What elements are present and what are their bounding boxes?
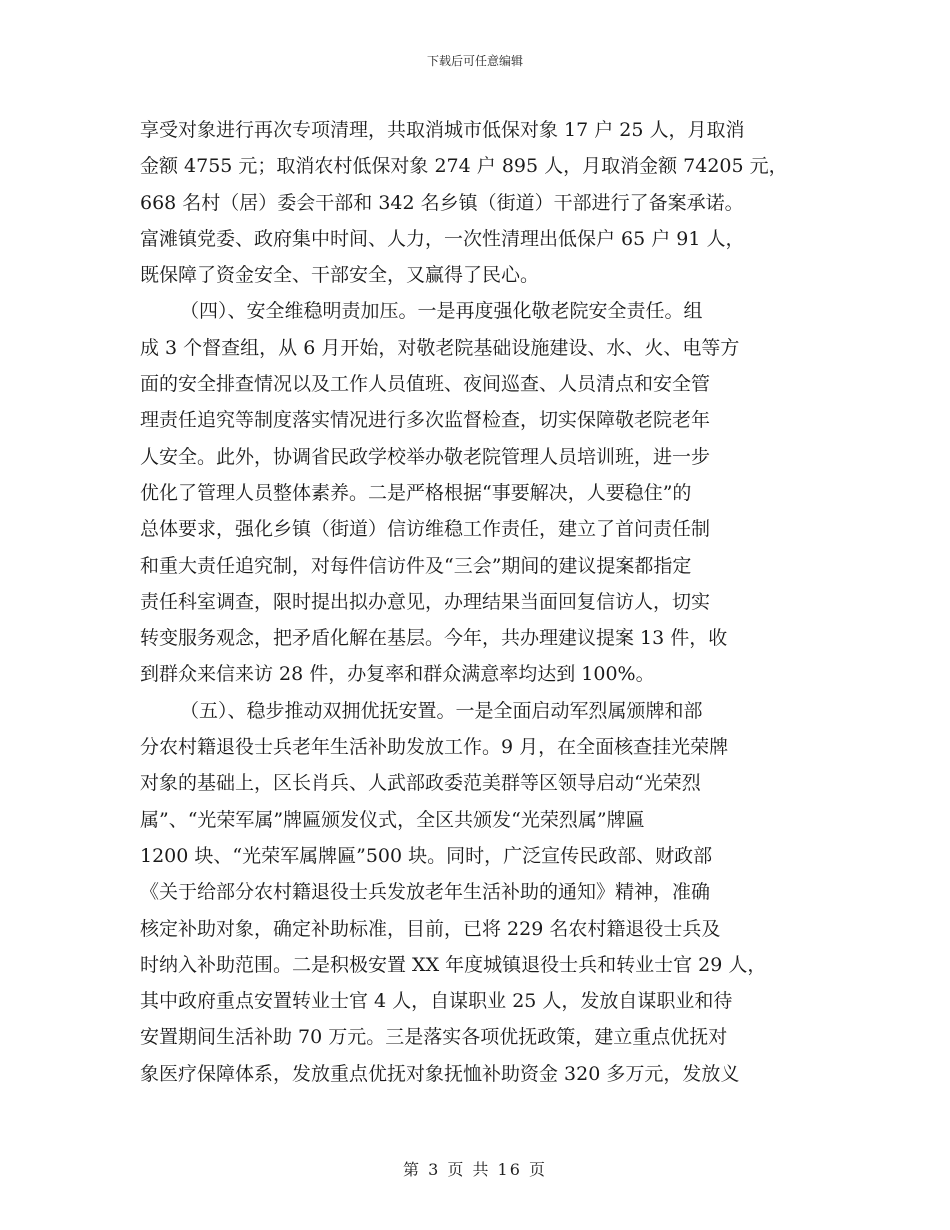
text-line: 人安全。此外，协调省民政学校举办敬老院管理人员培训班，进一步 [140,445,711,468]
text-line: 1200 块、“光荣军属牌匾”500 块。同时，广泛宣传民政部、财政部 [140,844,713,867]
text-line: 富滩镇党委、政府集中时间、人力，一次性清理出低保户 65 户 91 人， [140,227,745,250]
text-line: （四）、安全维稳明责加压。一是再度强化敬老院安全责任。组 [180,300,703,323]
text-line: 时纳入补助范围。二是积极安置 XX 年度城镇退役士兵和转业士官 29 人， [140,953,767,976]
page-footer: 第 3 页 共 16 页 [403,1160,547,1179]
page-header: 下载后可任意编辑 [426,54,523,68]
text-line: 优化了管理人员整体素养。二是严格根据“事要解决，人要稳住”的 [140,481,692,504]
text-line: 总体要求，强化乡镇（街道）信访维稳工作责任，建立了首问责任制 [140,518,711,541]
text-line: 转变服务观念，把矛盾化解在基层。今年，共办理建议提案 13 件，收 [140,627,728,650]
text-line: 金额 4755 元；取消农村低保对象 274 户 895 人，月取消金额 74205 元， [140,155,788,178]
text-line: 到群众来信来访 28 件，办复率和群众满意率均达到 100%。 [140,663,655,686]
text-line: 既保障了资金安全、干部安全，又赢得了民心。 [140,264,540,287]
document-body [140,112,830,1092]
text-line: 成 3 个督查组，从 6 月开始，对敬老院基础设施建设、水、火、电等方 [140,336,740,359]
text-line: 和重大责任追究制，对每件信访件及“三会”期间的建议提案都指定 [140,554,692,577]
text-line: 668 名村（居）委会干部和 342 名乡镇（街道）干部进行了备案承诺。 [140,191,744,214]
text-line: 其中政府重点安置转业士官 4 人，自谋职业 25 人，发放自谋职业和待 [140,990,733,1013]
text-line: （五）、稳步推动双拥优抚安置。一是全面启动军烈属颁牌和部 [180,699,703,722]
text-line: 分农村籍退役士兵老年生活补助发放工作。9 月，在全面核查挂光荣牌 [140,736,729,759]
text-line: 核定补助对象，确定补助标准，目前，已将 229 名农村籍退役士兵及 [140,917,721,940]
text-line: 《关于给部分农村籍退役士兵发放老年生活补助的通知》精神，准确 [140,881,711,904]
text-line: 面的安全排查情况以及工作人员值班、夜间巡查、人员清点和安全管 [140,373,711,396]
text-line: 理责任追究等制度落实情况进行多次监督检查，切实保障敬老院老年 [140,409,711,432]
text-line: 象医疗保障体系，发放重点优抚对象抚恤补助资金 320 多万元，发放义 [140,1062,740,1085]
text-line: 享受对象进行再次专项清理，共取消城市低保对象 17 户 25 人，月取消 [140,119,745,141]
text-line: 责任科室调查，限时提出拟办意见，办理结果当面回复信访人，切实 [140,590,711,613]
text-line: 对象的基础上，区长肖兵、人武部政委范美群等区领导启动“光荣烈 [140,772,701,795]
text-line: 属”、“光荣军属”牌匾颁发仪式，全区共颁发“光荣烈属”牌匾 [140,808,645,831]
text-line: 安置期间生活补助 70 万元。三是落实各项优抚政策，建立重点优抚对 [140,1026,728,1049]
